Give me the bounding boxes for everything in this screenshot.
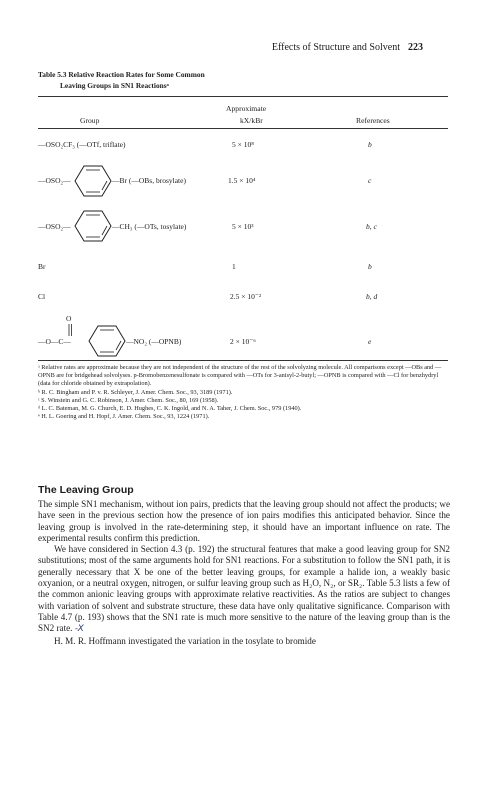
- col-rate-header-line2: kX/kBr: [240, 116, 263, 125]
- row3-group-left: —OSO₂—: [38, 222, 71, 231]
- carbonyl-double-bond-icon: [66, 324, 74, 336]
- row2-group-right: —Br (—OBs, brosylate): [112, 176, 186, 185]
- row1-rate: 5 × 10⁸: [232, 140, 254, 149]
- handwritten-mark: -X: [74, 624, 84, 635]
- row3-rate: 5 × 10³: [232, 222, 254, 231]
- footnote-b: ᵇ R. C. Bingham and P. v. R. Schleyer, J. Amer. Chem. Soc., 93, 3189 (1971).: [38, 388, 233, 396]
- table-bottom-rule: [38, 360, 448, 361]
- row6-carbonyl-oxygen: O: [66, 314, 72, 323]
- row1-refs: b: [368, 140, 372, 149]
- row6-group-left: —O—C—: [38, 337, 71, 346]
- table-top-rule: [38, 96, 448, 97]
- benzene-ring-icon: [74, 209, 112, 243]
- row3-group-right: —CH₃ (—OTs, tosylate): [112, 222, 187, 231]
- table-footnotes: [38, 364, 450, 421]
- row6-rate: 2 × 10⁻⁶: [230, 337, 256, 346]
- paragraph-1: The simple SN1 mechanism, without ion pairs, predicts that the leaving group should not affect the products; we have seen in the previous section how the presence of ion pairs modifies this anticipated behavior. Since the leaving group is involved in the rate-determining step, it should have an important influence on rate. The experimental results confirm this prediction.: [38, 499, 450, 543]
- row1-group: —OSO₂CF₃ (—OTf, triflate): [38, 140, 126, 149]
- benzene-ring-icon: [88, 324, 126, 358]
- page-number: 223: [408, 42, 423, 53]
- row4-rate: 1: [232, 262, 236, 271]
- col-group-header: Group: [80, 116, 100, 125]
- paragraph-2-text: We have considered in Section 4.3 (p. 192) the structural features that make a good leaving group for SN2 substitutions; most of the same arguments hold for SN1 reactions. For a substitution to follow the SN1 path, it is generally necessary that X be one of the better leaving groups, for example a halide ion, a weakly basic oxyanion, or a neutral oxygen, nitrogen, or sulfur leaving group such as H₂O, N₂, or SR₂. Table 5.3 lists a few of the common anionic leaving groups with approximate relative reactivities. As the ratios are subject to changes with variation of solvent and substrate structure, these data have only qualitative significance. Comparison with Table 4.7 (p. 193) shows that the SN1 rate is much more sensitive to the nature of the leaving group than is the SN2 rate.: [38, 544, 450, 634]
- row5-group: Cl: [38, 292, 46, 301]
- footnote-a: ᵃ Relative rates are approximate because they are not independent of the structure of the rest of the solvolyzing molecule. All comparisons except —OBs and —OPNB are for bridgehead solvolyses. p-Bromobenzenesulfonate is compared with —OTs for 3-anisyl-2-butyl; —OPNB is compared with —Cl for benzhydryl (data for chloride obtained by extrapolation).: [38, 364, 442, 388]
- paragraph-3: H. M. R. Hoffmann investigated the variation in the tosylate to bromide: [54, 635, 316, 646]
- body-text: [38, 499, 450, 647]
- footnote-c: ᶜ S. Winstein and G. C. Robinson, J. Amer. Chem. Soc., 80, 169 (1958).: [38, 396, 219, 404]
- row2-group-left: —OSO₂—: [38, 176, 71, 185]
- benzene-ring-icon: [74, 164, 112, 198]
- row6-refs: e: [368, 337, 372, 346]
- row5-refs: b, d: [366, 292, 378, 301]
- row2-refs: c: [368, 176, 372, 185]
- row4-group: Br: [38, 262, 46, 271]
- col-refs-header: References: [356, 116, 390, 125]
- row4-refs: b: [368, 262, 372, 271]
- running-header: [272, 42, 423, 53]
- row6-group-right: —NO₂ (—OPNB): [126, 337, 182, 346]
- header-title: Effects of Structure and Solvent: [271, 42, 400, 53]
- table-caption-line2: Leaving Groups in SN1 Reactionsᵃ: [60, 81, 169, 90]
- row3-refs: b, c: [366, 222, 377, 231]
- footnote-e: ᵉ H. L. Goering and H. Hopf, J. Amer. Chem. Soc., 93, 1224 (1971).: [38, 413, 210, 421]
- table-caption-line1: Table 5.3 Relative Reaction Rates for Some Common: [38, 70, 205, 79]
- row2-rate: 1.5 × 10⁴: [228, 176, 256, 185]
- paragraph-2: [38, 544, 450, 635]
- section-heading: The Leaving Group: [38, 484, 134, 496]
- row5-rate: 2.5 × 10⁻²: [230, 292, 262, 301]
- table-header-rule: [38, 128, 448, 129]
- col-rate-header-line1: Approximate: [226, 104, 267, 113]
- footnote-d: ᵈ L. C. Bateman, M. G. Church, E. D. Hughes, C. K. Ingold, and N. A. Taher, J. Chem. Soc., 979 (1940).: [38, 405, 302, 413]
